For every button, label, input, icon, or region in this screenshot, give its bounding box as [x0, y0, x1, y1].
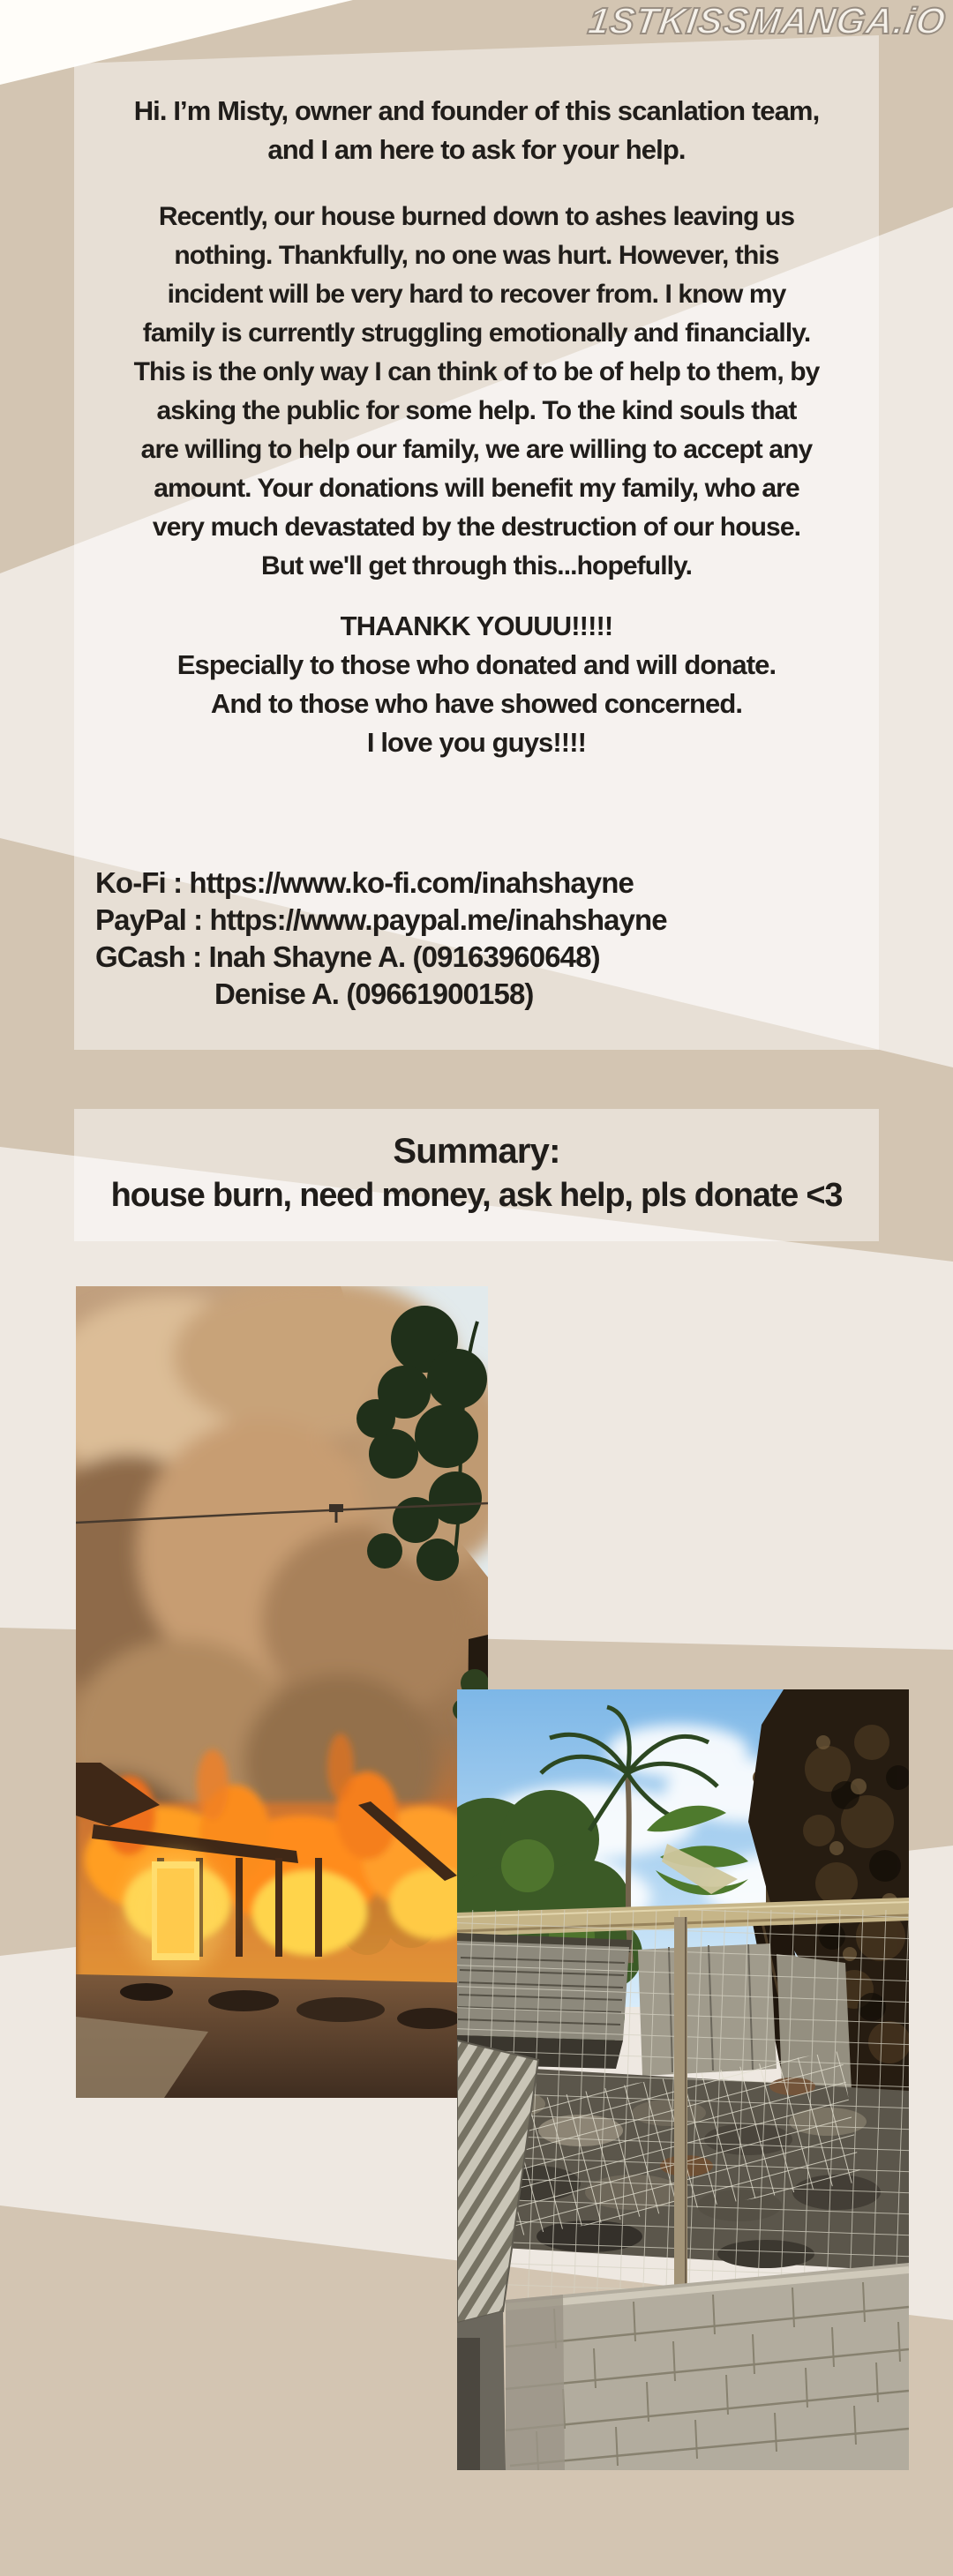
- thanks-line: And to those who have showed concerned.: [210, 688, 743, 719]
- donation-links: [95, 865, 879, 1013]
- body-line: amount. Your donations will benefit my family, who are: [154, 474, 799, 503]
- doorway-glow: [123, 1851, 229, 1974]
- house-fire-illustration: [76, 1286, 488, 2098]
- paypal-link: PayPal : https://www.paypal.me/inahshayne: [95, 903, 667, 936]
- thanks-line: I love you guys!!!!: [366, 727, 587, 758]
- gcash-number-2: Denise A. (09661900158): [214, 977, 534, 1010]
- body-line: Recently, our house burned down to ashes leaving us: [158, 202, 795, 231]
- body-line: nothing. Thankfully, no one was hurt. However, this: [174, 241, 779, 270]
- body-line: very much devastated by the destruction of our house.: [152, 513, 801, 542]
- thanks-paragraph: [74, 607, 879, 762]
- intro-paragraph: [74, 92, 879, 169]
- burnt-ruins-illustration: [457, 1689, 909, 2470]
- ground: [76, 1974, 488, 2098]
- photo-burnt-ruins: [457, 1689, 909, 2470]
- photo-house-fire: [76, 1286, 488, 2098]
- intro-line: Hi. I’m Misty, owner and founder of this scanlation team,: [133, 95, 820, 126]
- main-paragraph: [74, 198, 879, 586]
- summary-title: Summary:: [393, 1132, 560, 1171]
- intro-line: and I am here to ask for your help.: [267, 134, 686, 165]
- body-line: asking the public for some help. To the kind souls that: [156, 396, 797, 425]
- body-line: family is currently struggling emotionally and financially.: [142, 318, 811, 348]
- gcash-number: GCash : Inah Shayne A. (09163960648): [95, 940, 600, 973]
- fence-post: [674, 1917, 687, 2296]
- body-line: incident will be very hard to recover from. I know my: [167, 280, 786, 309]
- summary-text: house burn, need money, ask help, pls donate <3: [110, 1177, 843, 1214]
- body-line: are willing to help our family, we are willing to accept any: [140, 435, 813, 464]
- thanks-line: Especially to those who donated and will donate.: [176, 649, 777, 680]
- thanks-line: THAANKK YOUUU!!!!!: [340, 610, 613, 641]
- body-line: This is the only way I can think of to be of help to them, by: [133, 357, 820, 386]
- kofi-link: Ko-Fi : https://www.ko-fi.com/inahshayne: [95, 866, 634, 899]
- bottom-left-debris: [457, 2311, 506, 2470]
- site-watermark: 1STKISSMANGA.iO: [586, 0, 949, 41]
- body-line: But we'll get through this...hopefully.: [260, 551, 693, 580]
